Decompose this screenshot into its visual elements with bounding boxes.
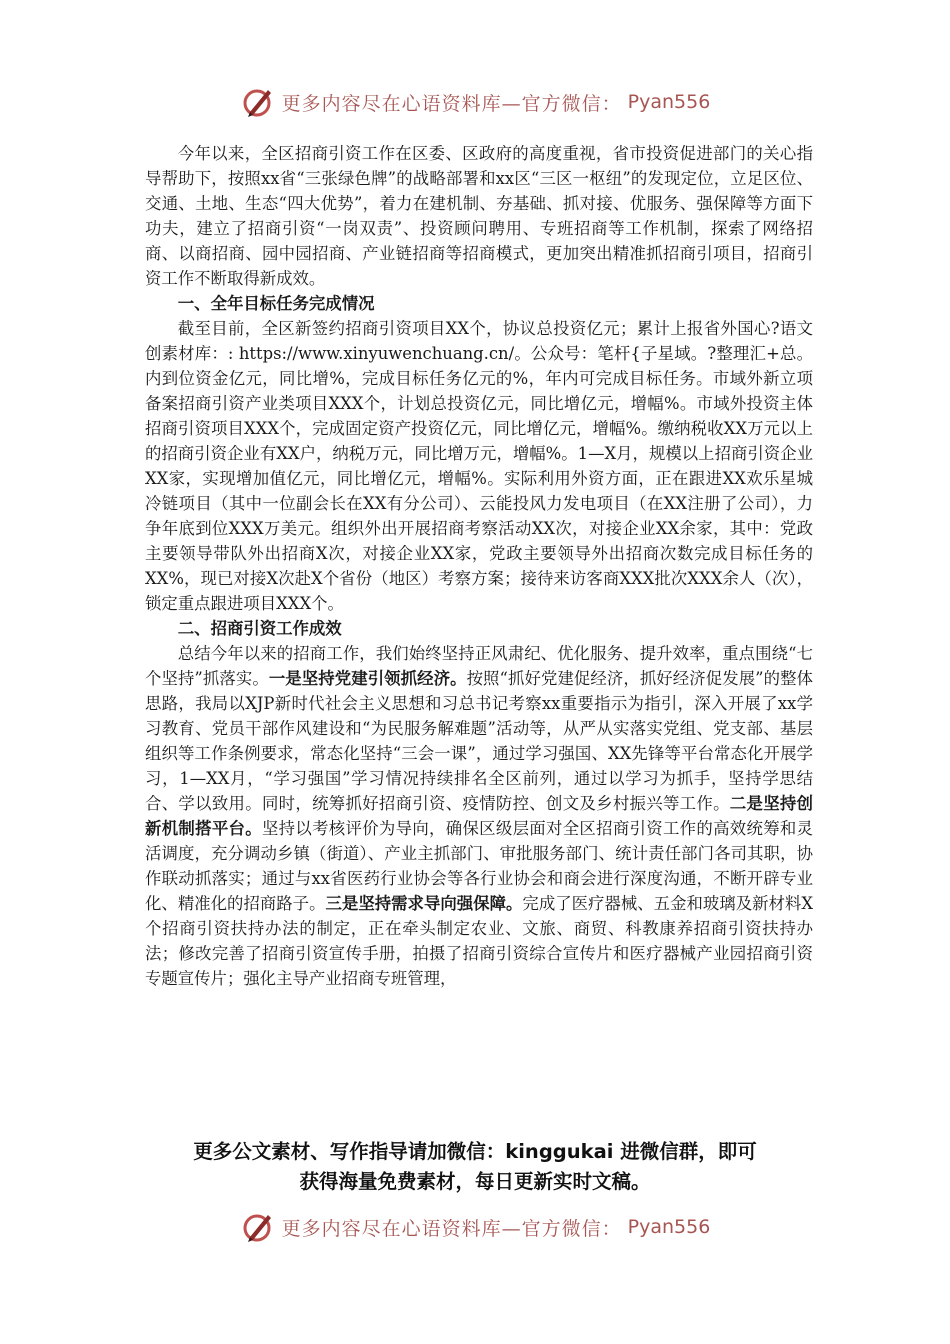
section1-paragraph: 截至目前，全区新签约招商引资项目XX个，协议总投资亿元；累计上报省外国心?语文创素材库：: https://www.xinyuwenchuang.cn/。公众号：笔杆{子星域。?整理汇+总。内到位资金亿元，同比增%，完成目标任务亿元的%，年内可完成目标任务。市域外新立项备案招商引资产业类项目XXX个，计划总投资亿元，同比增亿元，增幅%。市域外投资主体招商引资项目XXX个，完成固定资产投资亿元，同比增亿元，增幅%。缴纳税收XX万元以上的招商引资企业有XX户，纳税万元，同比增万元，增幅%。1—X月，规模以上招商引资企业XX家，实现增加值亿元，同比增亿元，增幅%。实际利用外资方面，正在跟进XX欢乐星城冷链项目（其中一位副会长在XX有分公司）、云能投风力发电项目（在XX注册了公司），力争年底到位XXX万美元。组织外出开展招商考察活动XX次，对接企业XX余家，其中：党政主要领导带队外出招商X次，对接企业XX家，党政主要领导外出招商次数完成目标任务的XX%，现已对接X次赴X个省份（地区）考察方案；接待来访客商XXX批次XXX余人（次），锁定重点跟进项目XXX个。 [145, 319, 813, 613]
point-three-text: 完成了医疗器械、五金和玻璃及新材料X个招商引资扶持办法的制定，正在牵头制定农业、文旅、商贸、科教康养招商引资扶持办法；修改完善了招商引资宣传手册，拍摄了招商引资综合宣传片和医疗器械产业园招商引资专题宣传片；强化主导产业招商专班管理， [145, 894, 814, 988]
promo-line-2: 获得海量免费素材，每日更新实时文稿。 [299, 1170, 651, 1193]
footer-watermark [0, 1207, 950, 1247]
watermark-text: 更多内容尽在心语资料库—官方微信： [281, 92, 622, 115]
point-one-heading: 一是坚持党建引领抓经济。 [268, 669, 467, 688]
watermark-text: 更多内容尽在心语资料库—官方微信： [281, 1217, 622, 1240]
section2-heading: 二、招商引资工作成效 [177, 619, 342, 638]
point-two-heading: 二是坚持创新机制搭平台。 [145, 794, 814, 838]
watermark-handle: Pyan556 [627, 91, 711, 113]
promo-block [130, 1137, 820, 1197]
pen-in-circle-logo [240, 1209, 276, 1245]
point-two-text: 坚持以考核评价为导向，确保区级层面对全区招商引资工作的高效统筹和灵活调度，充分调动乡镇（街道）、产业主抓部门、审批服务部门、统计责任部门各司其职，协作联动抓落实；通过与xx省医药行业协会等各行业协会和商会进行深度沟通，不断开辟专业化、精准化的招商路子。 [145, 819, 814, 913]
header-watermark [0, 82, 950, 122]
promo-line-1: 更多公文素材、写作指导请加微信：kinggukai 进微信群，即可 [193, 1140, 757, 1163]
point-one-text: 按照“抓好党建促经济，抓好经济促发展”的整体思路，我局以XJP新时代社会主义思想和习总书记考察xx重要指示为指引，深入开展了xx学习教育、党员干部作风建设和“为民服务解难题”活动等，从严从实落实党组、党支部、基层组织等工作条例要求，常态化坚持“三会一课”，通过学习强国、XX先锋等平台常态化开展学习，1—XX月，“学习强国”学习情况持续排名全区前列，通过以学习为抓手，坚持学思结合、学以致用。同时，统筹抓好招商引资、疫情防控、创文及乡村振兴等工作。 [145, 669, 813, 813]
pen-in-circle-logo [240, 84, 276, 120]
intro-paragraph: 今年以来，全区招商引资工作在区委、区政府的高度重视，省市投资促进部门的关心指导帮助下，按照xx省“三张绿色牌”的战略部署和xx区“三区一枢纽”的发现定位，立足区位、交通、土地、生态“四大优势”，着力在建机制、夯基础、抓对接、优服务、强保障等方面下功夫，建立了招商引资“一岗双责”、投资顾问聘用、专班招商等工作机制，探索了网络招商、以商招商、园中园招商、产业链招商等招商模式，更加突出精准抓招商引项目，招商引资工作不断取得新成效。 [145, 144, 813, 288]
document-body [145, 141, 813, 991]
section2-paragraph [145, 641, 813, 991]
watermark-handle: Pyan556 [627, 1216, 711, 1238]
section2-intro-text: 总结今年以来的招商工作，我们始终坚持正风肃纪、优化服务、提升效率，重点围绕“七个坚持”抓落实。 [145, 644, 813, 688]
point-three-heading: 三是坚持需求导向强保障。 [325, 894, 523, 913]
section1-heading: 一、全年目标任务完成情况 [177, 294, 375, 313]
